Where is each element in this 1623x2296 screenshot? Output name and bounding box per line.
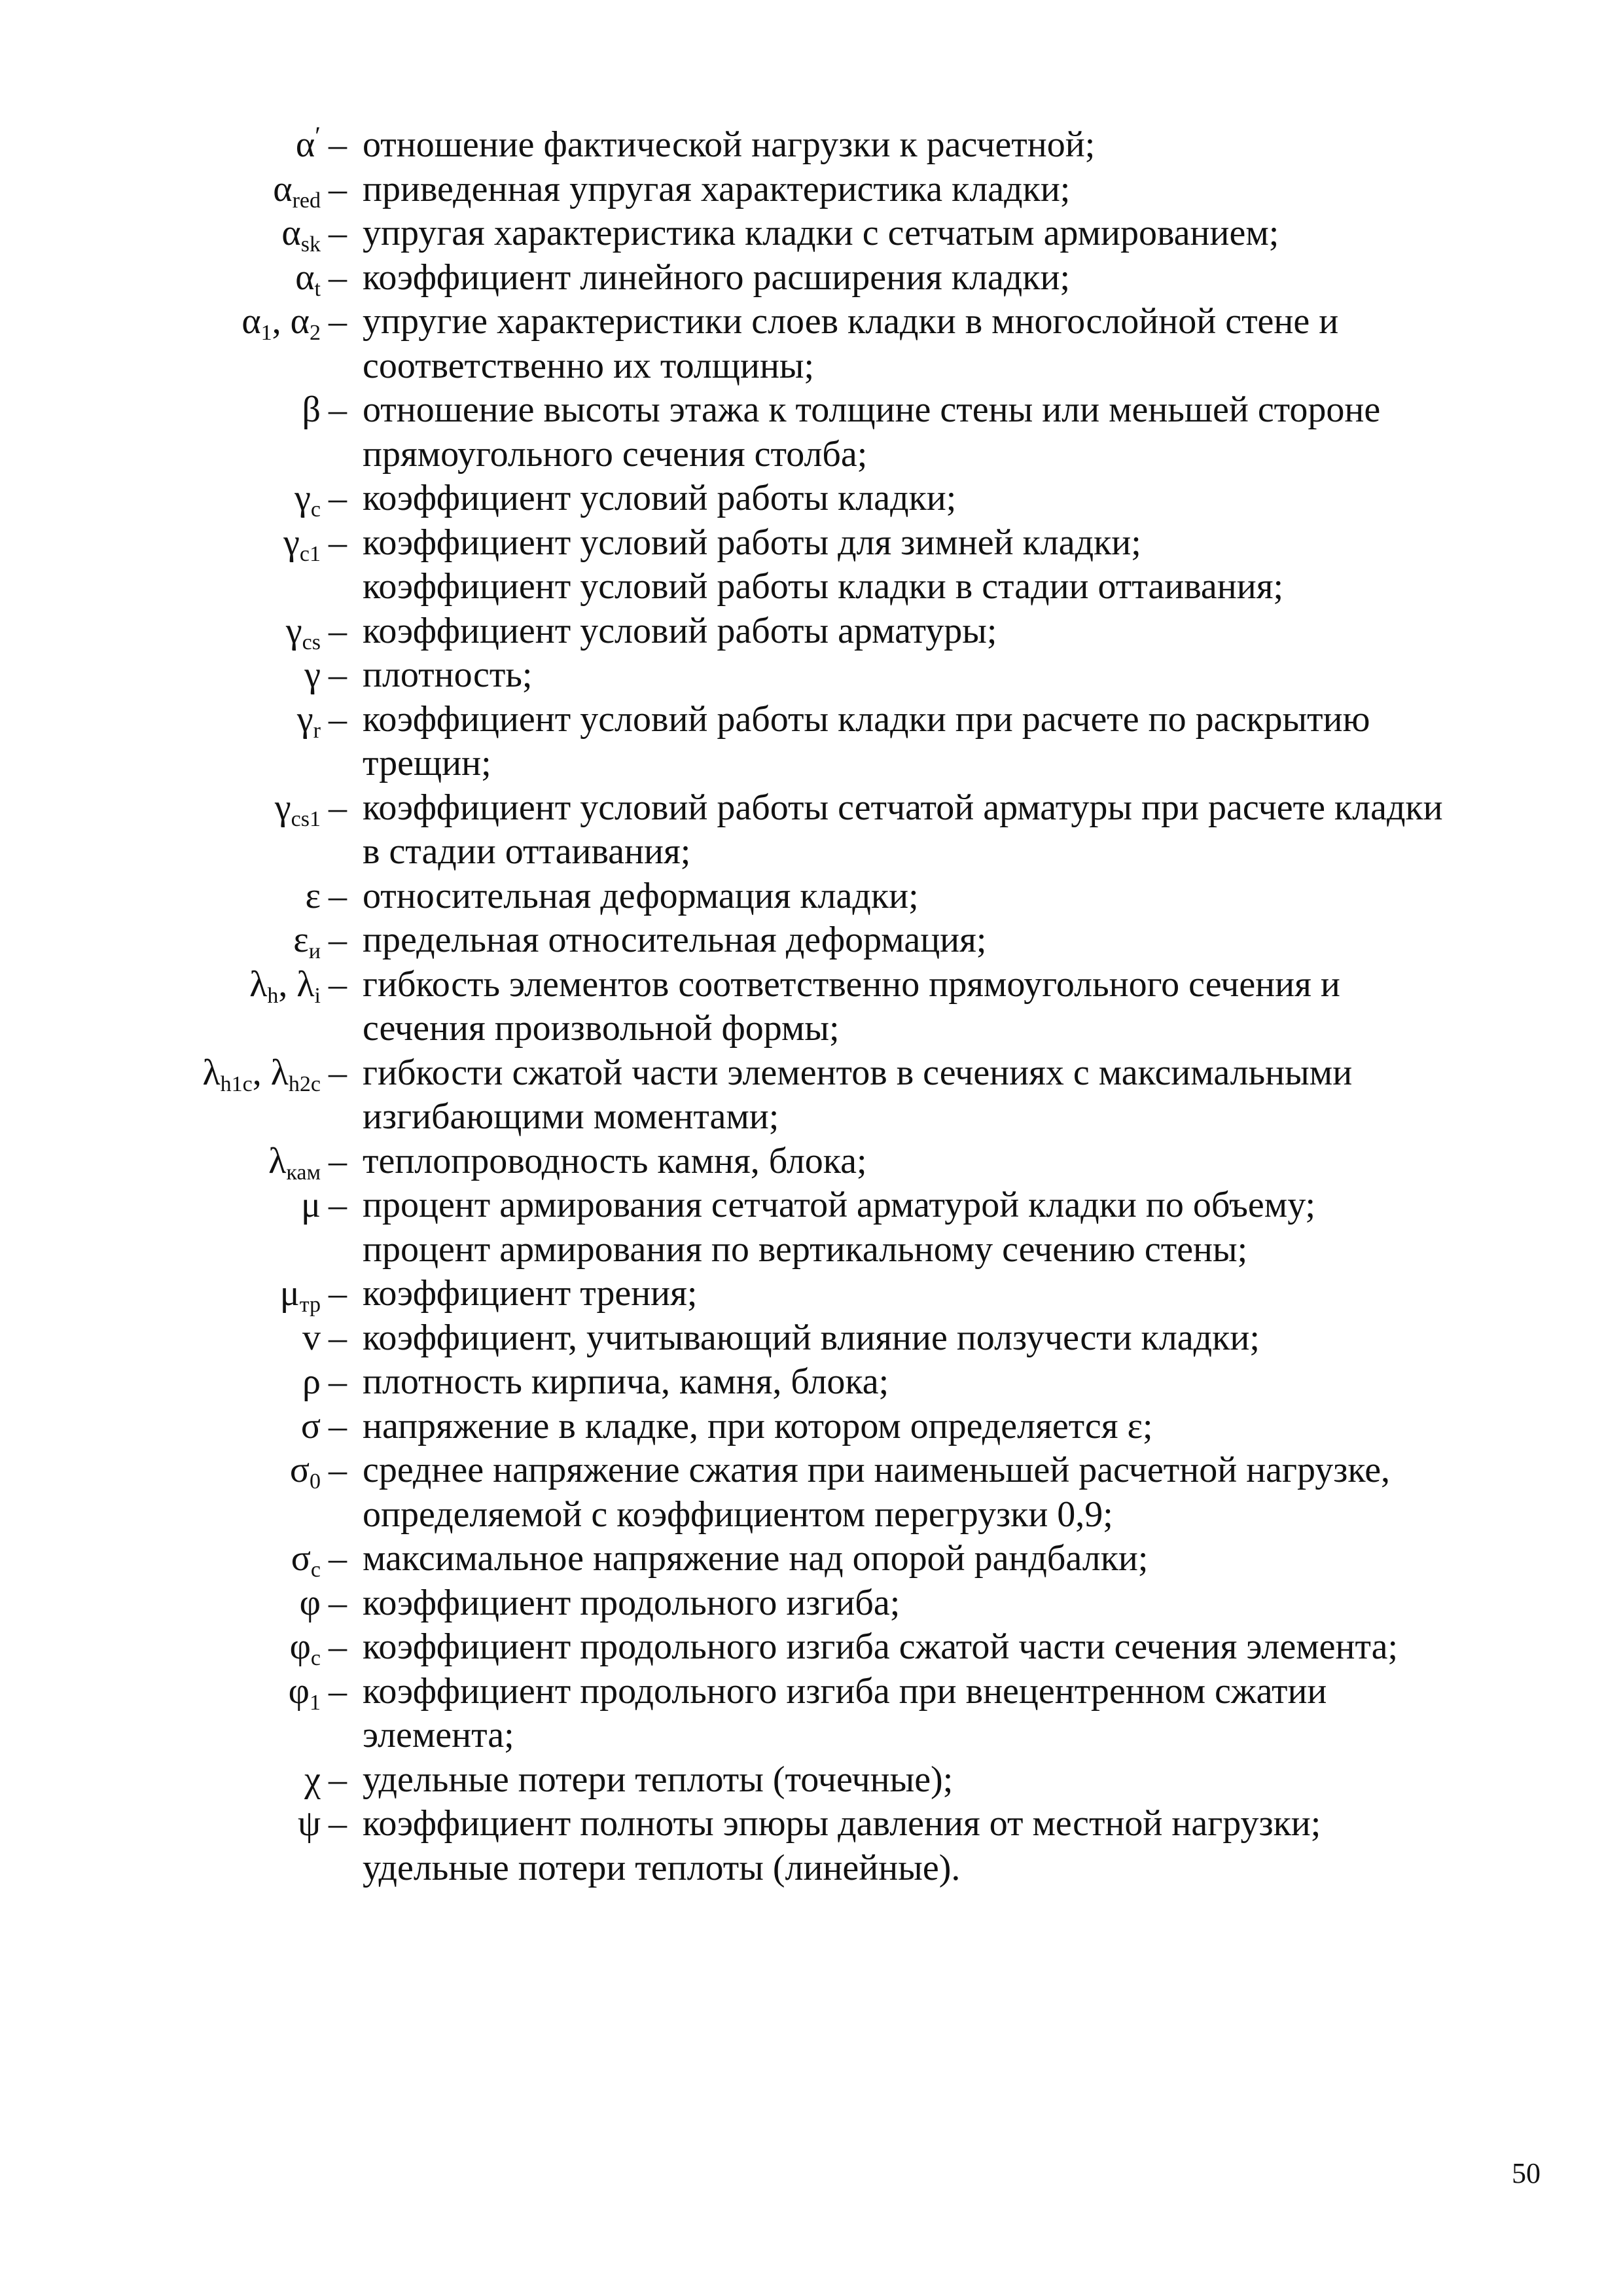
description-line: отношение фактической нагрузки к расчетной; (363, 124, 1096, 165)
symbol-subscript: и (308, 939, 321, 963)
symbol-letter: γ (274, 787, 291, 828)
description-line: удельные потери теплоты (линейные). (363, 1847, 961, 1888)
symbol-term (0, 1802, 347, 1846)
symbol-row (0, 1758, 1623, 1803)
symbol-term (0, 1272, 347, 1316)
symbol-subscript: 2 (310, 321, 321, 345)
symbol-term (0, 653, 347, 698)
symbol-letter: φ (299, 1582, 321, 1623)
symbol-row (0, 1625, 1623, 1670)
symbol-letter: χ (304, 1759, 321, 1800)
symbol-row (0, 388, 1623, 476)
description-line: прямоугольного сечения столба; (363, 433, 868, 475)
symbol-subscript: t (314, 276, 321, 301)
symbol-row (0, 1139, 1623, 1184)
symbol-letter: α (290, 301, 310, 342)
symbol-letter: γ (294, 478, 311, 518)
symbol-row (0, 123, 1623, 168)
symbol-term (0, 1448, 347, 1493)
symbol-description (363, 786, 1541, 874)
dash: – (329, 1361, 347, 1402)
symbol-row (0, 1802, 1623, 1890)
description-line: изгибающими моментами; (363, 1096, 779, 1137)
description-line: коэффициент продольного изгиба при внецентренном сжатии (363, 1670, 1327, 1712)
symbol-description (363, 1051, 1541, 1139)
symbol-term (0, 1758, 347, 1803)
symbol-term (0, 300, 347, 344)
description-line: процент армирования по вертикальному сечению стены; (363, 1229, 1248, 1270)
description-line: процент армирования сетчатой арматурой кладки по объему; (363, 1185, 1316, 1225)
description-line: коэффициент условий работы кладки; (363, 478, 957, 518)
symbol-row (0, 1581, 1623, 1626)
symbol-description (363, 1802, 1541, 1890)
symbol-row (0, 1360, 1623, 1405)
symbol-subscript: cs (302, 630, 321, 655)
symbol-description (363, 1670, 1541, 1758)
dash: – (329, 920, 347, 960)
symbol-term (0, 1537, 347, 1581)
dash: – (329, 875, 347, 916)
description-line: отношение высоты этажа к толщине стены или меньшей стороне (363, 389, 1381, 430)
symbol-letter: ρ (302, 1361, 321, 1402)
symbol-description (363, 918, 1541, 963)
symbol-row (0, 1183, 1623, 1272)
symbol-row (0, 1405, 1623, 1449)
dash: – (329, 787, 347, 828)
symbol-description (363, 1183, 1541, 1272)
description-line: трещин; (363, 743, 491, 783)
symbol-row (0, 300, 1623, 388)
symbol-row (0, 168, 1623, 212)
symbol-term (0, 918, 347, 963)
symbol-description (363, 211, 1541, 256)
symbol-row (0, 521, 1623, 609)
symbol-term (0, 256, 347, 300)
symbol-letter: α (295, 124, 315, 165)
symbol-description (363, 1758, 1541, 1803)
description-line: коэффициент, учитывающий влияние ползучести кладки; (363, 1317, 1260, 1358)
symbol-term (0, 1139, 347, 1184)
description-line: максимальное напряжение над опорой рандбалки; (363, 1538, 1149, 1579)
description-line: коэффициент полноты эпюры давления от местной нагрузки; (363, 1803, 1321, 1844)
symbol-description (363, 476, 1541, 521)
dash: – (329, 257, 347, 298)
symbol-description (363, 1360, 1541, 1405)
symbol-separator: , (252, 1052, 271, 1093)
description-line: коэффициент продольного изгиба; (363, 1582, 901, 1623)
symbol-row (0, 256, 1623, 300)
symbol-term (0, 1360, 347, 1405)
symbol-letter: ψ (297, 1803, 321, 1844)
description-line: среднее напряжение сжатия при наименьшей расчетной нагрузке, (363, 1450, 1391, 1490)
dash: – (329, 213, 347, 253)
dash: – (329, 389, 347, 430)
description-line: в стадии оттаивания; (363, 831, 691, 872)
symbol-letter: φ (289, 1626, 311, 1667)
symbol-letter: α (241, 301, 261, 342)
symbol-term (0, 1316, 347, 1361)
symbol-description (363, 1448, 1541, 1537)
symbol-subscript: cs1 (291, 806, 321, 831)
symbol-description (363, 256, 1541, 300)
symbol-subscript: c (310, 1558, 321, 1582)
symbol-letter: ε (305, 875, 321, 916)
symbol-letter: v (302, 1317, 321, 1358)
dash: – (329, 1317, 347, 1358)
symbol-letter: β (302, 389, 321, 430)
symbol-letter: γ (285, 610, 302, 651)
dash: – (329, 124, 347, 165)
symbol-description (363, 653, 1541, 698)
symbol-letter: μ (279, 1273, 300, 1314)
symbol-term (0, 476, 347, 521)
description-line: соответственно их толщины; (363, 345, 815, 386)
symbol-description (363, 388, 1541, 476)
symbol-letter: σ (289, 1450, 310, 1490)
page-number: 50 (1512, 2157, 1541, 2189)
symbol-term (0, 698, 347, 742)
dash: – (329, 1273, 347, 1314)
description-line: гибкости сжатой части элементов в сечениях с максимальными (363, 1052, 1353, 1093)
symbol-subscript: тр (299, 1293, 321, 1317)
description-line: плотность кирпича, камня, блока; (363, 1361, 889, 1402)
symbol-letter: γ (304, 655, 321, 695)
symbol-description (363, 300, 1541, 388)
description-line: гибкость элементов соответственно прямоугольного сечения и (363, 963, 1340, 1005)
symbol-row (0, 786, 1623, 874)
symbol-description (363, 963, 1541, 1051)
symbol-letter: λ (296, 963, 315, 1005)
description-line: коэффициент условий работы для зимней кладки; (363, 522, 1141, 563)
symbol-description (363, 874, 1541, 919)
description-line: элемента; (363, 1715, 514, 1755)
symbol-term (0, 1183, 347, 1228)
description-line: коэффициент продольного изгиба сжатой части сечения элемента; (363, 1626, 1399, 1667)
description-line: предельная относительная деформация; (363, 920, 987, 960)
symbol-letter: α (295, 257, 315, 298)
dash: – (329, 1450, 347, 1490)
symbol-letter: σ (291, 1538, 311, 1579)
symbol-description (363, 521, 1541, 609)
dash: – (329, 1538, 347, 1579)
symbol-row (0, 1537, 1623, 1581)
symbol-superscript: ′ (315, 121, 321, 151)
symbol-term (0, 874, 347, 919)
description-line: удельные потери теплоты (точечные); (363, 1759, 954, 1800)
symbol-description (363, 698, 1541, 786)
symbol-term (0, 609, 347, 654)
description-line: приведенная упругая характеристика кладки; (363, 168, 1071, 209)
description-line: коэффициент условий работы кладки при расчете по раскрытию (363, 698, 1370, 740)
symbol-subscript: c1 (299, 541, 321, 566)
symbol-description (363, 168, 1541, 212)
symbol-term (0, 1051, 347, 1096)
symbol-subscript: c (310, 1646, 321, 1670)
symbol-row (0, 918, 1623, 963)
symbol-term (0, 1405, 347, 1449)
symbol-term (0, 168, 347, 212)
symbol-term (0, 963, 347, 1007)
description-line: сечения произвольной формы; (363, 1008, 840, 1049)
description-line: определяемой с коэффициентом перегрузки 0,9; (363, 1494, 1113, 1535)
symbol-term (0, 1625, 347, 1670)
description-line: относительная деформация кладки; (363, 875, 919, 916)
dash: – (329, 610, 347, 651)
symbol-separator: , (278, 963, 297, 1005)
description-line: коэффициент условий работы кладки в стадии оттаивания; (363, 566, 1284, 607)
symbol-row (0, 1316, 1623, 1361)
dash: – (329, 1582, 347, 1623)
symbol-row (0, 1272, 1623, 1316)
symbol-row (0, 609, 1623, 654)
dash: – (329, 168, 347, 209)
symbol-description (363, 123, 1541, 168)
symbol-letter: ε (293, 920, 309, 960)
dash: – (329, 1405, 347, 1446)
symbol-description (363, 1537, 1541, 1581)
dash: – (329, 1670, 347, 1712)
symbol-subscript: 0 (310, 1469, 321, 1494)
symbol-letter: φ (288, 1670, 310, 1712)
symbol-row (0, 698, 1623, 786)
dash: – (329, 1185, 347, 1225)
symbol-subscript: h2c (288, 1071, 321, 1096)
symbol-letter: σ (300, 1405, 321, 1446)
symbol-description (363, 1316, 1541, 1361)
symbol-term (0, 1670, 347, 1714)
symbol-subscript: h1c (220, 1071, 253, 1096)
symbol-subscript: r (313, 718, 321, 743)
symbol-term (0, 1581, 347, 1626)
description-line: теплопроводность камня, блока; (363, 1140, 867, 1181)
symbol-row (0, 476, 1623, 521)
symbol-subscript: i (314, 983, 321, 1008)
dash: – (329, 522, 347, 563)
dash: – (329, 1052, 347, 1093)
symbol-term (0, 123, 347, 168)
description-line: упругая характеристика кладки с сетчатым армированием; (363, 213, 1279, 253)
symbol-letter: γ (296, 698, 313, 740)
symbol-subscript: 1 (260, 321, 272, 345)
description-line: коэффициент трения; (363, 1273, 698, 1314)
symbol-letter: γ (283, 522, 300, 563)
dash: – (329, 478, 347, 518)
symbol-letter: α (273, 168, 293, 209)
symbol-subscript: sk (300, 232, 321, 257)
symbol-letter: λ (249, 963, 268, 1005)
symbol-letter: α (281, 213, 301, 253)
dash: – (329, 1626, 347, 1667)
dash: – (329, 698, 347, 740)
symbol-description (363, 1272, 1541, 1316)
symbol-list (0, 123, 1623, 1890)
dash: – (329, 301, 347, 342)
symbol-description (363, 609, 1541, 654)
symbol-subscript: кам (286, 1160, 321, 1185)
dash: – (329, 1140, 347, 1181)
dash: – (329, 655, 347, 695)
symbol-description (363, 1581, 1541, 1626)
symbol-letter: λ (268, 1140, 287, 1181)
symbol-letter: λ (270, 1052, 289, 1093)
dash: – (329, 963, 347, 1005)
description-line: коэффициент условий работы арматуры; (363, 610, 997, 651)
symbol-term (0, 211, 347, 256)
symbol-separator: , (272, 301, 291, 342)
symbol-row (0, 1670, 1623, 1758)
symbol-subscript: c (310, 497, 321, 522)
description-line: коэффициент линейного расширения кладки; (363, 257, 1071, 298)
description-line: коэффициент условий работы сетчатой арматуры при расчете кладки (363, 787, 1443, 828)
symbol-row (0, 963, 1623, 1051)
symbol-subscript: 1 (310, 1690, 321, 1715)
description-line: плотность; (363, 655, 533, 695)
symbol-description (363, 1625, 1541, 1670)
symbol-letter: λ (202, 1052, 221, 1093)
dash: – (329, 1803, 347, 1844)
symbol-row (0, 1051, 1623, 1139)
symbol-row (0, 211, 1623, 256)
symbol-description (363, 1405, 1541, 1449)
description-line: напряжение в кладке, при котором определяется ε; (363, 1405, 1153, 1446)
symbol-subscript: h (267, 983, 279, 1008)
description-line: упругие характеристики слоев кладки в многослойной стене и (363, 301, 1339, 342)
symbol-term (0, 786, 347, 831)
symbol-row (0, 1448, 1623, 1537)
symbol-term (0, 521, 347, 565)
dash: – (329, 1759, 347, 1800)
symbol-subscript: red (292, 188, 321, 213)
symbol-row (0, 653, 1623, 698)
symbol-row (0, 874, 1623, 919)
symbol-description (363, 1139, 1541, 1184)
symbol-term (0, 388, 347, 433)
symbol-letter: μ (300, 1185, 321, 1225)
